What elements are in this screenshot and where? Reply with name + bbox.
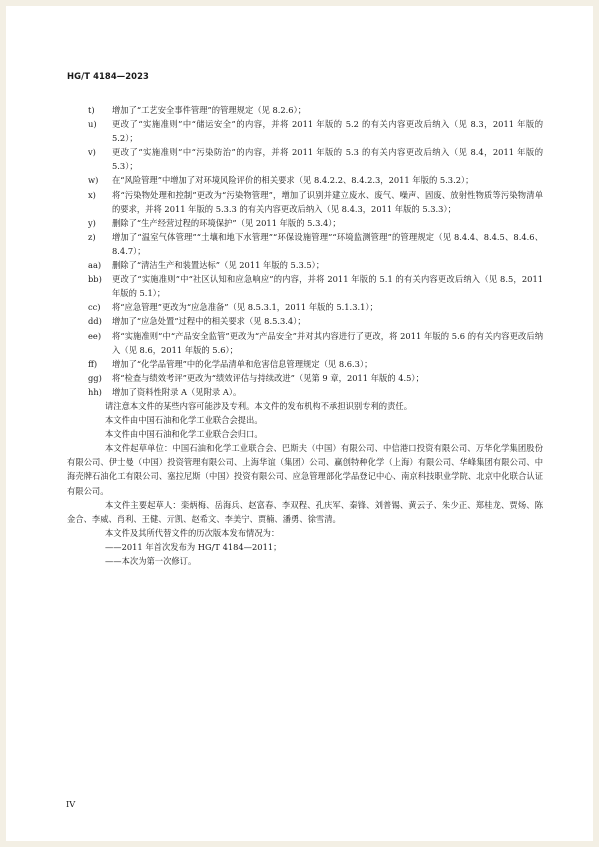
list-item-label: t): [88, 105, 95, 115]
list-item-label: v): [88, 147, 96, 158]
list-item-text: 将“检查与绩效考评”更改为“绩效评估与持续改进”（见第 9 章，2011 年版的 4.5）；: [112, 372, 424, 383]
list-item: [88, 117, 543, 145]
list-item-text: 更改了“实施准则”中“社区认知和应急响应”的内容，并将 2011 年版的 5.1 的有关内容更改后纳入（见 8.5，2011 年版的 5.1）；: [112, 274, 543, 299]
list-item-text: 删除了“清洁生产和装置达标”（见 2011 年版的 5.3.5）；: [112, 260, 325, 271]
list-item-text: 将“污染物处理和控制”更改为“污染物管理”，增加了识别并建立废水、废气、噪声、固废、放射性物质等污染物清单的要求，并将 2011 年版的 5.3.3 的有关内容更改后纳入（见 8.4.3，2011 年版的 5.3.3）；: [112, 189, 543, 214]
list-item-label: y): [88, 217, 96, 228]
list-item-label: hh): [88, 386, 102, 397]
version-history-item: ——2011 年首次发布为 HG/T 4184—2011；: [105, 541, 282, 552]
page-number: IV: [66, 799, 76, 809]
list-item-text: 删除了“生产经营过程的环境保护”（见 2011 年版的 5.3.4）；: [112, 217, 341, 228]
list-item-text: 将“应急管理”更改为“应急准备”（见 8.5.3.1，2011 年版的 5.1.3.1）；: [112, 302, 378, 313]
list-item-label: ee): [88, 330, 102, 341]
list-item: [88, 371, 543, 385]
list-item-text: 增加了“应急处置”过程中的相关要求（见 8.5.3.4）；: [112, 316, 306, 327]
list-item: [88, 272, 543, 300]
list-item-text: 更改了“实施准则”中“储运安全”的内容，并将 2011 年版的 5.2 的有关内容更改后纳入（见 8.3，2011 年版的 5.2）；: [112, 119, 543, 144]
list-item-label: w): [88, 175, 99, 186]
list-item-text: 在“风险管理”中增加了对环境风险评价的相关要求（见 8.4.2.2、8.4.2.3，2011 年版的 5.3.2）；: [112, 175, 474, 186]
list-item: [88, 216, 543, 230]
list-item-label: gg): [88, 372, 102, 383]
list-item-text: 增加了“温室气体管理”“土壤和地下水管理”“环保设施管理”“环境监测管理”的管理规定（见 8.4.4、8.4.5、8.4.6、8.4.7）；: [112, 231, 543, 256]
list-item-text: 增加了资料性附录 A（见附录 A）。: [112, 386, 242, 397]
list-item: [88, 230, 543, 258]
list-item-text: 将“实施准则”中“产品安全监管”更改为“产品安全”并对其内容进行了更改，将 2011 年版的 5.6 的有关内容更改后纳入（见 8.6，2011 年版的 5.6）；: [112, 330, 543, 355]
list-item-label: ff): [88, 358, 98, 369]
main-drafters: 本文件主要起草人：栾炳梅、岳海兵、赵富春、李双程、孔庆军、秦锋、刘普锡、黄云子、朱少正、郑桂龙、贾炀、陈金合、李威、肖利、王健、亓凯、赵希文、李美宁、贾楠、潘勇、徐雪清。: [67, 499, 543, 524]
version-history-intro: 本文件及其所代替文件的历次版本发布情况为：: [105, 527, 280, 538]
list-item: [88, 357, 543, 371]
list-item-label: bb): [88, 274, 102, 285]
list-item: [88, 103, 543, 117]
version-history-item: ——本次为第一次修订。: [105, 556, 197, 566]
list-item: [88, 145, 543, 173]
list-item-text: 增加了“工艺安全事件管理”的管理规定（见 8.2.6）；: [112, 105, 307, 115]
list-item-text: 增加了“化学品管理”中的化学品清单和危害信息管理规定（见 8.6.3）；: [112, 358, 373, 369]
list-item-label: z): [88, 231, 96, 242]
list-item-label: x): [88, 189, 96, 200]
patent-notice: 请注意本文件的某些内容可能涉及专利。本文件的发布机构不承担识别专利的责任。: [105, 400, 412, 411]
list-item: [88, 188, 543, 216]
drafting-organizations: 本文件起草单位：中国石油和化学工业联合会、巴斯夫（中国）有限公司、中信港口投资有限公司、万华化学集团股份有限公司、伊士曼（中国）投资管理有限公司、上海华谊（集团）公司、赢创特种化学（上海）有限公司、华峰集团有限公司、中海壳牌石油化工有限公司、塞拉尼斯（中国）投资有限公司、应急管理部化学品登记中心、南京科技职业学院、北京中化联合认证有限公司。: [67, 443, 543, 496]
list-item: [88, 329, 543, 357]
list-item-label: dd): [88, 316, 102, 327]
management-statement: 本文件由中国石油和化学工业联合会归口。: [105, 429, 263, 440]
list-item-label: cc): [88, 302, 101, 313]
document-code: HG/T 4184—2023: [67, 71, 149, 81]
list-item: [88, 300, 543, 314]
list-item-text: 更改了“实施准则”中“污染防治”的内容，并将 2011 年版的 5.3 的有关内容更改后纳入（见 8.4，2011 年版的 5.3）；: [112, 147, 543, 172]
list-item: [88, 314, 543, 328]
list-item-label: aa): [88, 260, 102, 271]
list-item-label: u): [88, 119, 97, 130]
list-item: [88, 258, 543, 272]
list-item: [88, 173, 543, 187]
list-item: [88, 385, 543, 399]
document-body: [67, 103, 543, 568]
proposer-statement: 本文件由中国石油和化学工业联合会提出。: [105, 415, 263, 426]
